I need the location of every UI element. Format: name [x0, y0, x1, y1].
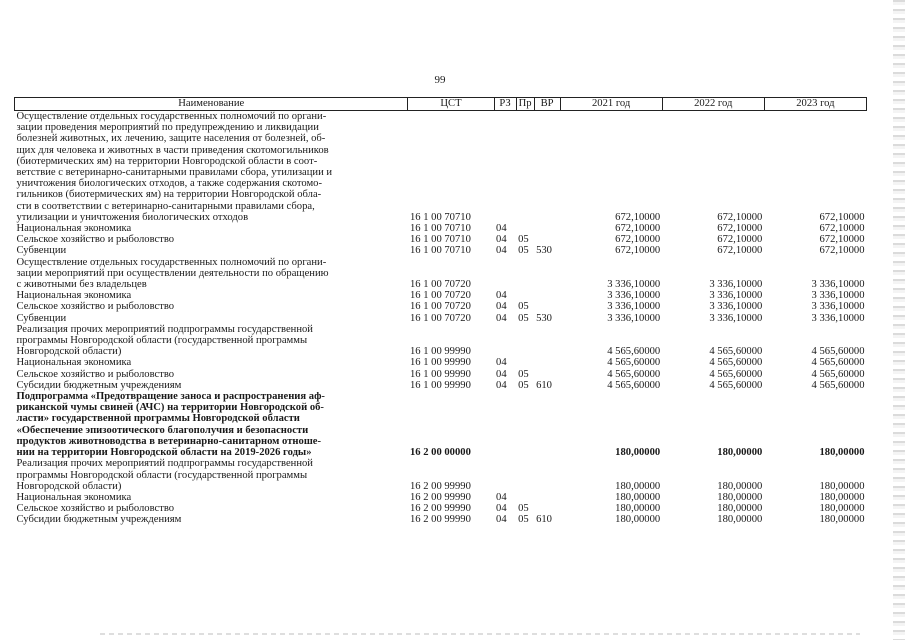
cell-vr: [534, 257, 560, 291]
cell-2021: 672,10000: [615, 211, 661, 223]
header-2022: 2022 год: [662, 98, 764, 111]
cell-rz: [494, 111, 516, 224]
table-body: [15, 111, 867, 526]
cell-vr: [534, 458, 560, 492]
cell-name: Национальная экономика: [16, 223, 132, 235]
cell-2023: 3 336,10000: [811, 290, 865, 302]
cell-2022: 3 336,10000: [709, 312, 763, 324]
cell-2023: 180,00000: [819, 480, 865, 492]
cell-2023: 3 336,10000: [811, 301, 865, 313]
cell-rz: 04: [496, 379, 507, 391]
cell-name: Национальная экономика: [16, 290, 132, 302]
table-row: [15, 357, 867, 368]
cell-pr: 05: [518, 368, 529, 380]
cell-2021: 672,10000: [615, 245, 661, 257]
cell-cst: 16 1 00 70720: [409, 312, 471, 324]
cell-2022: 180,00000: [717, 480, 763, 492]
cell-name: Субсидии бюджетным учреждениям: [16, 514, 182, 526]
cell-cst: 16 1 00 99990: [409, 379, 471, 391]
cell-rz: [494, 324, 516, 358]
cell-rz: 04: [496, 290, 507, 302]
cell-2023: 3 336,10000: [811, 312, 865, 324]
cell-2021: 4 565,60000: [607, 346, 661, 358]
cell-vr: [534, 503, 560, 514]
table-row: [15, 324, 867, 358]
cell-vr: [534, 111, 560, 224]
cell-vr: [534, 223, 560, 234]
cell-vr: [534, 324, 560, 358]
header-2023: 2023 год: [764, 98, 866, 111]
cell-2021: 180,00000: [615, 447, 661, 459]
table-header: [15, 98, 867, 111]
cell-2022: 3 336,10000: [709, 301, 763, 313]
cell-cst: 16 1 00 70710: [409, 234, 471, 246]
cell-pr: [516, 290, 534, 301]
cell-name: Национальная экономика: [16, 357, 132, 369]
cell-2023: 4 565,60000: [811, 379, 865, 391]
cell-2023: 672,10000: [819, 245, 865, 257]
table-row: [15, 380, 867, 391]
cell-2021: 180,00000: [615, 480, 661, 492]
cell-2023: 4 565,60000: [811, 357, 865, 369]
header-name: Наименование: [15, 98, 408, 111]
table-row: [15, 223, 867, 234]
cell-rz: [494, 391, 516, 458]
cell-rz: 04: [496, 312, 507, 324]
cell-vr: [534, 391, 560, 458]
cell-2022: 4 565,60000: [709, 346, 763, 358]
cell-2021: 3 336,10000: [607, 290, 661, 302]
cell-pr: [516, 223, 534, 234]
cell-rz: 04: [496, 368, 507, 380]
cell-2022: 180,00000: [717, 447, 763, 459]
cell-name: Осуществление отдельных государственных полномочий по органи- зации проведения мероприятий по предупреждению и ликвидации болезней животных, их лечению, защите населения от болезней, об- щих для человека и животных в части приведения скотомогильников (биотермических ям) на территории Новгородской области в соот- ветствие с ветеринарно-санитарными правилами сбора, утилизации и уничтожения биологических отходов, а также содержания скотомо- гильников (биотермических ям) на территории Новгородской обла- сти в соответствии с ветеринарно-санитарными правилами сбора, утилизации и уничтожения биологических отходов: [16, 111, 333, 223]
cell-name: Подпрограмма «Предотвращение заноса и распространения аф- риканской чумы свиней (АЧС) на территории Новгородской об- ласти» государственной программы Новгородской области «Обеспечение эпизоотического благополучия и безопасности продуктов животноводства в ветеринарно-санитарном отноше- нии на территории Новгородской области на 2019-2026 годы»: [16, 391, 325, 459]
cell-2023: 180,00000: [819, 503, 865, 515]
cell-rz: [494, 257, 516, 291]
cell-rz: 04: [496, 301, 507, 313]
cell-2023: 4 565,60000: [811, 368, 865, 380]
cell-cst: 16 1 00 99990: [409, 346, 471, 358]
scan-right-edge: [893, 0, 905, 640]
cell-2022: 180,00000: [717, 491, 763, 503]
cell-name: Сельское хозяйство и рыболовство: [16, 503, 175, 515]
cell-pr: [516, 458, 534, 492]
cell-rz: 04: [496, 514, 507, 526]
cell-cst: 16 2 00 99990: [409, 514, 471, 526]
table-row: [15, 369, 867, 380]
cell-cst: 16 1 00 70710: [409, 223, 471, 235]
header-vr: ВР: [534, 98, 560, 111]
cell-2021: 4 565,60000: [607, 368, 661, 380]
table-row: [15, 290, 867, 301]
page-number: 99: [434, 74, 446, 86]
header-row: [15, 98, 867, 111]
cell-rz: 04: [496, 503, 507, 515]
cell-name: Национальная экономика: [16, 491, 132, 503]
cell-vr: 610: [536, 379, 552, 391]
cell-cst: 16 2 00 00000: [409, 447, 471, 459]
cell-2023: 672,10000: [819, 223, 865, 235]
cell-name: Субвенции: [16, 312, 67, 324]
cell-vr: 530: [536, 245, 552, 257]
cell-2021: 180,00000: [615, 503, 661, 515]
header-cst: ЦСТ: [408, 98, 494, 111]
cell-2021: 672,10000: [615, 234, 661, 246]
page-bottom-edge: [100, 633, 860, 635]
cell-2023: 180,00000: [819, 514, 865, 526]
cell-rz: 04: [496, 223, 507, 235]
cell-vr: [534, 357, 560, 368]
table-row: [15, 301, 867, 312]
cell-rz: [494, 458, 516, 492]
cell-2023: 180,00000: [819, 491, 865, 503]
cell-pr: [516, 111, 534, 224]
cell-pr: [516, 357, 534, 368]
cell-2022: 3 336,10000: [709, 279, 763, 291]
cell-name: Субвенции: [16, 245, 67, 257]
table-row: [15, 458, 867, 492]
cell-vr: [534, 290, 560, 301]
cell-2022: 180,00000: [717, 514, 763, 526]
cell-pr: 05: [518, 234, 529, 246]
cell-2023: 3 336,10000: [811, 279, 865, 291]
cell-pr: 05: [518, 312, 529, 324]
cell-2023: 180,00000: [819, 447, 865, 459]
cell-2022: 672,10000: [717, 211, 763, 223]
cell-2023: 672,10000: [819, 211, 865, 223]
table-row: [15, 245, 867, 256]
cell-vr: [534, 234, 560, 245]
cell-cst: 16 1 00 70710: [409, 245, 471, 257]
table-row: [15, 391, 867, 458]
cell-2023: 672,10000: [819, 234, 865, 246]
header-2021: 2021 год: [560, 98, 662, 111]
cell-2021: 3 336,10000: [607, 312, 661, 324]
cell-vr: 610: [536, 514, 552, 526]
cell-2021: 180,00000: [615, 491, 661, 503]
cell-cst: 16 1 00 70720: [409, 290, 471, 302]
cell-2021: 4 565,60000: [607, 379, 661, 391]
header-rz: РЗ: [494, 98, 516, 111]
cell-cst: 16 1 00 70720: [409, 301, 471, 313]
cell-rz: 04: [496, 357, 507, 369]
table-row: [15, 111, 867, 224]
budget-table: [14, 97, 867, 526]
cell-rz: 04: [496, 234, 507, 246]
cell-2023: 4 565,60000: [811, 346, 865, 358]
cell-pr: [516, 391, 534, 458]
cell-rz: 04: [496, 245, 507, 257]
cell-name: Реализация прочих мероприятий подпрограммы государственной программы Новгородской области (государственной программы Новгородской области): [16, 323, 313, 358]
cell-name: Осуществление отдельных государственных полномочий по органи- зации мероприятий при осуществлении деятельности по обращению с животными без владельцев: [16, 256, 329, 291]
table-row: [15, 514, 867, 525]
cell-name: Субсидии бюджетным учреждениям: [16, 379, 182, 391]
table-row: [15, 257, 867, 291]
cell-pr: 05: [518, 514, 529, 526]
cell-cst: 16 1 00 70720: [409, 279, 471, 291]
cell-vr: [534, 492, 560, 503]
cell-2022: 180,00000: [717, 503, 763, 515]
cell-2022: 3 336,10000: [709, 290, 763, 302]
cell-name: Сельское хозяйство и рыболовство: [16, 234, 175, 246]
cell-2022: 4 565,60000: [709, 368, 763, 380]
table-row: [15, 503, 867, 514]
cell-name: Сельское хозяйство и рыболовство: [16, 368, 175, 380]
cell-2022: 4 565,60000: [709, 357, 763, 369]
cell-cst: 16 2 00 99990: [409, 503, 471, 515]
cell-cst: 16 1 00 99990: [409, 368, 471, 380]
cell-2021: 672,10000: [615, 223, 661, 235]
table-row: [15, 492, 867, 503]
cell-pr: 05: [518, 245, 529, 257]
cell-name: Реализация прочих мероприятий подпрограммы государственной программы Новгородской области (государственной программы Новгородской области): [16, 458, 313, 492]
cell-cst: 16 1 00 70710: [409, 211, 471, 223]
cell-2022: 672,10000: [717, 234, 763, 246]
cell-2022: 672,10000: [717, 245, 763, 257]
cell-pr: 05: [518, 301, 529, 313]
cell-pr: [516, 492, 534, 503]
header-pr: Пр: [516, 98, 534, 111]
cell-2021: 3 336,10000: [607, 279, 661, 291]
cell-vr: [534, 301, 560, 312]
cell-cst: 16 2 00 99990: [409, 480, 471, 492]
cell-pr: [516, 257, 534, 291]
cell-cst: 16 2 00 99990: [409, 491, 471, 503]
table-row: [15, 313, 867, 324]
cell-pr: 05: [518, 503, 529, 515]
table-row: [15, 234, 867, 245]
cell-2022: 672,10000: [717, 223, 763, 235]
cell-cst: 16 1 00 99990: [409, 357, 471, 369]
cell-vr: [534, 369, 560, 380]
cell-pr: 05: [518, 379, 529, 391]
cell-vr: 530: [536, 312, 552, 324]
cell-2021: 3 336,10000: [607, 301, 661, 313]
cell-rz: 04: [496, 491, 507, 503]
cell-2021: 180,00000: [615, 514, 661, 526]
cell-name: Сельское хозяйство и рыболовство: [16, 301, 175, 313]
cell-pr: [516, 324, 534, 358]
cell-2021: 4 565,60000: [607, 357, 661, 369]
cell-2022: 4 565,60000: [709, 379, 763, 391]
